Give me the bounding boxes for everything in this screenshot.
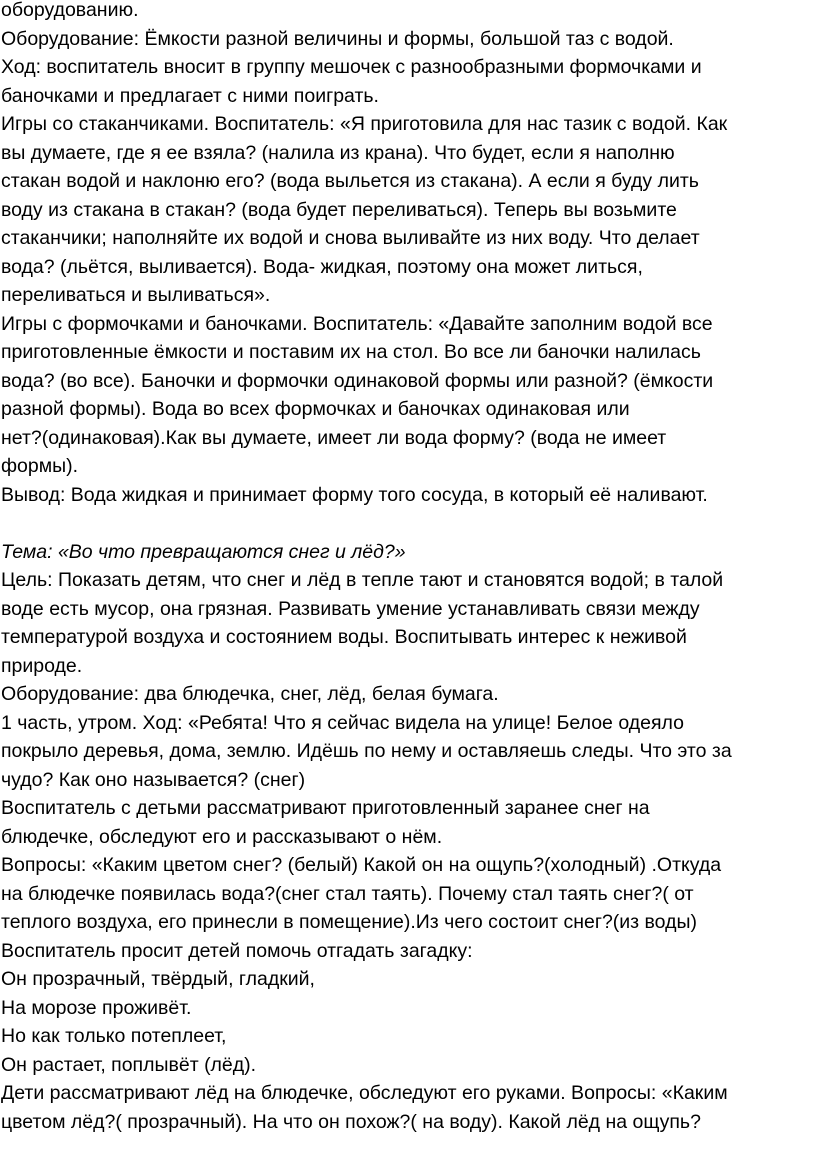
riddle-line: Он растает, поплывёт (лёд). <box>1 1053 257 1076</box>
text-line: теплого воздуха, его принесли в помещение).Из чего состоит снег?(из воды) <box>1 911 697 933</box>
text-line: баночками и предлагает с ними поиграть. <box>1 84 379 107</box>
text-line: оборудованию. <box>1 0 139 21</box>
text-line: температурой воздуха и состоянием воды. Воспитывать интерес к неживой <box>1 626 687 648</box>
text-line: Вопросы: «Каким цветом снег? (белый) Какой он на ощупь?(холодный) .Откуда <box>1 854 722 876</box>
text-line: стакан водой и наклоню его? (вода выльется из стакана). А если я буду лить <box>1 170 699 192</box>
text-line: чудо? Как оно называется? (снег) <box>1 768 306 791</box>
text-line: вода? (льётся, выливается). Вода- жидкая, поэтому она может литься, <box>1 255 643 278</box>
text-line: Игры со стаканчиками. Воспитатель: «Я приготовила для нас тазик с водой. Как <box>1 113 728 135</box>
text-line: Оборудование: Ёмкости разной величины и формы, большой таз с водой. <box>1 27 674 50</box>
text-line: 1 часть, утром. Ход: «Ребята! Что я сейчас видела на улице! Белое одеяло <box>1 711 684 734</box>
text-line: вода? (во все). Баночки и формочки одинаковой формы или разной? (ёмкости <box>1 369 714 392</box>
text-line: цветом лёд?( прозрачный). На что он похож?( на воду). Какой лёд на ощупь? <box>1 1110 701 1133</box>
text-line: вы думаете, где я ее взяла? (налила из крана). Что будет, если я наполню <box>1 141 675 164</box>
text-line: нет?(одинаковая).Как вы думаете, имеет ли вода форму? (вода не имеет <box>1 426 667 449</box>
riddle-line: Но как только потеплеет, <box>1 1025 227 1047</box>
text-line: Дети рассматривают лёд на блюдечке, обследуют его руками. Вопросы: «Каким <box>1 1082 728 1104</box>
riddle-line: На морозе проживёт. <box>1 996 192 1019</box>
conclusion-line: Вывод: Вода жидкая и принимает форму того сосуда, в который её наливают. <box>1 483 708 506</box>
text-line: Воспитатель просит детей помочь отгадать загадку: <box>1 939 473 962</box>
text-line: на блюдечке появилась вода?(снег стал таять). Почему стал таять снег?( от <box>1 882 694 905</box>
text-line: Ход: воспитатель вносит в группу мешочек с разнообразными формочками и <box>1 56 702 78</box>
text-line: Цель: Показать детям, что снег и лёд в тепле тают и становятся водой; в талой <box>1 569 724 591</box>
text-line: блюдечке, обследуют его и рассказывают о нём. <box>1 825 443 848</box>
riddle-line: Он прозрачный, твёрдый, гладкий, <box>1 968 315 990</box>
text-line: формы). <box>1 455 79 477</box>
topic-heading: Тема: «Во что превращаются снег и лёд?» <box>1 540 406 563</box>
blank-line <box>1 509 811 538</box>
text-line: покрыло деревья, дома, землю. Идёшь по нему и оставляешь следы. Что это за <box>1 740 732 762</box>
text-line: стаканчики; наполняйте их водой и снова выливайте из них воду. Что делает <box>1 227 700 249</box>
text-line: переливаться и выливаться». <box>1 284 271 306</box>
text-line: природе. <box>1 654 83 677</box>
text-line: воде есть мусор, она грязная. Развивать умение устанавливать связи между <box>1 597 700 620</box>
text-line: Воспитатель с детьми рассматривают приготовленный заранее снег на <box>1 797 650 819</box>
text-line: разной формы). Вода во всех формочках и баночках одинаковая или <box>1 398 630 420</box>
text-line: приготовленные ёмкости и поставим их на стол. Во все ли баночки налилась <box>1 341 701 363</box>
text-line: воду из стакана в стакан? (вода будет переливаться). Теперь вы возьмите <box>1 198 677 221</box>
text-line: Игры с формочками и баночками. Воспитатель: «Давайте заполним водой все <box>1 312 713 335</box>
text-line: Оборудование: два блюдечка, снег, лёд, белая бумага. <box>1 683 499 705</box>
